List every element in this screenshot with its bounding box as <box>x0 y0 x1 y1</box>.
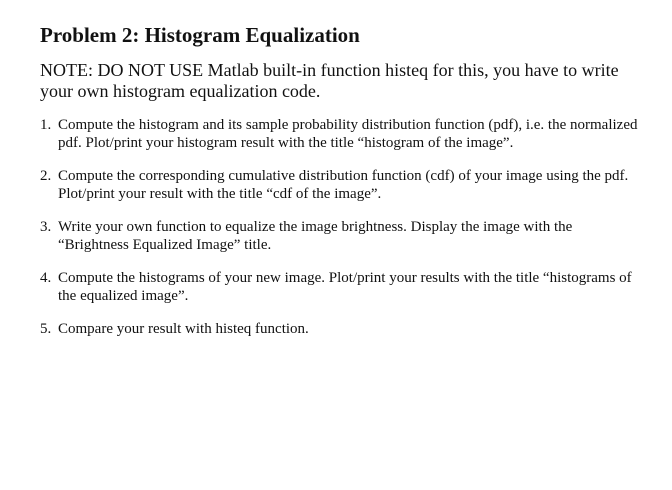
item-text: Compute the corresponding cumulative distribution function (cdf) of your image using the pdf. Plot/print your result with the title “cdf of the image”. <box>58 168 629 202</box>
item-number: 5. <box>40 321 52 337</box>
list-item <box>40 116 638 152</box>
list-item <box>40 167 638 203</box>
item-number: 3. <box>40 219 52 235</box>
item-number: 1. <box>40 117 52 133</box>
item-text: Compute the histograms of your new image. Plot/print your results with the title “histograms of the equalized image”. <box>58 270 632 304</box>
list-item <box>40 320 638 338</box>
task-list <box>40 116 652 338</box>
item-text: Compute the histogram and its sample probability distribution function (pdf), i.e. the normalized pdf. Plot/print your histogram result with the title “histogram of the image”. <box>58 117 638 151</box>
list-item <box>40 218 638 254</box>
item-text: Compare your result with histeq function. <box>58 321 309 337</box>
item-number: 4. <box>40 270 52 286</box>
note-paragraph: NOTE: DO NOT USE Matlab built-in function histeq for this, you have to write your own histogram equalization code. <box>40 60 619 101</box>
list-item <box>40 269 638 305</box>
problem-title: Problem 2: Histogram Equalization <box>40 23 360 47</box>
item-text: Write your own function to equalize the image brightness. Display the image with the “Brightness Equalized Image” title. <box>58 219 573 253</box>
item-number: 2. <box>40 168 52 184</box>
